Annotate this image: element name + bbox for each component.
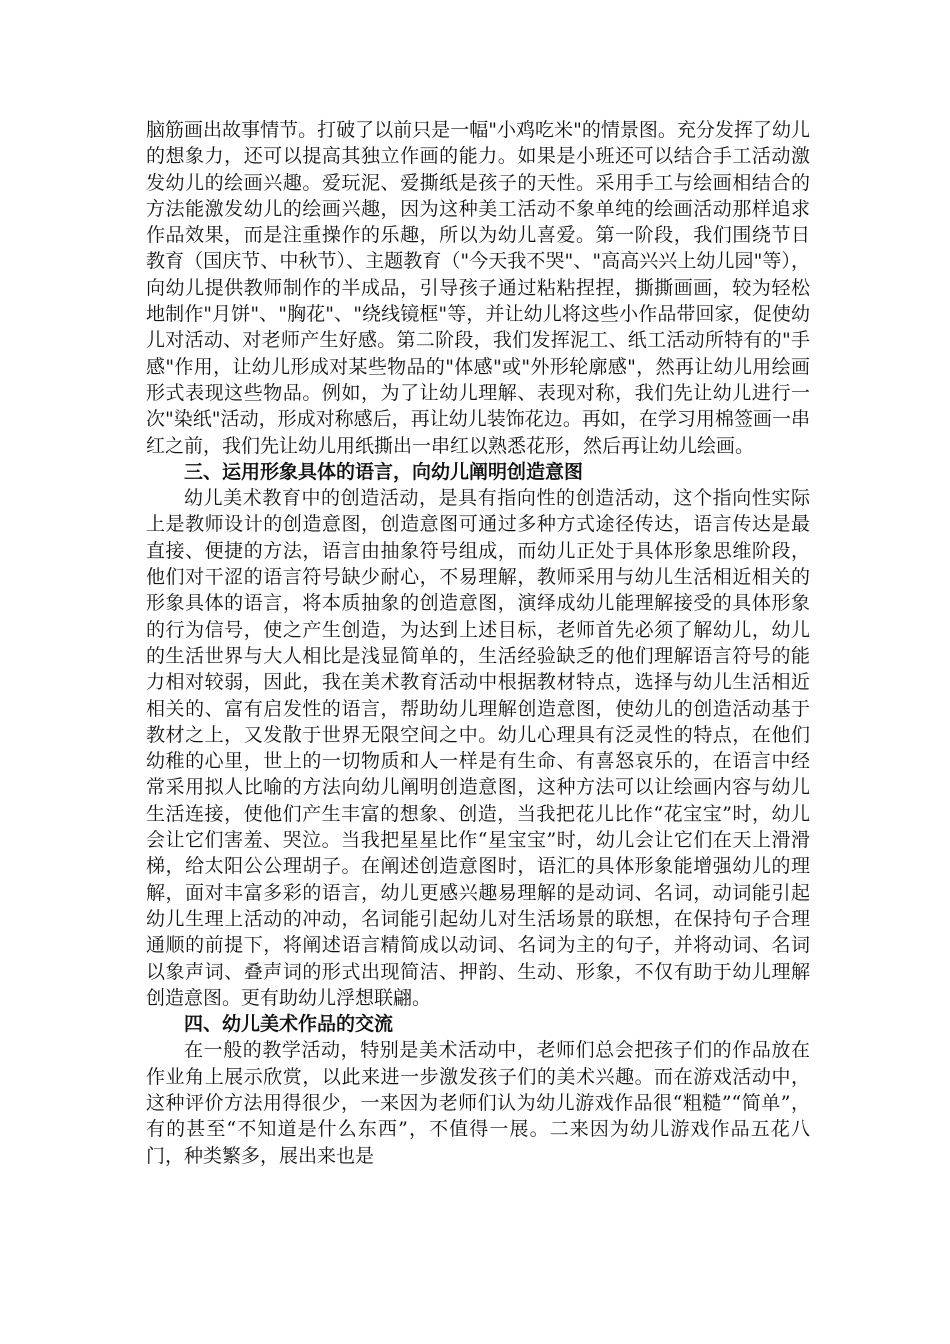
document-page [146, 117, 810, 1169]
body-paragraph: 脑筋画出故事情节。打破了以前只是一幅"小鸡吃米"的情景图。充分发挥了幼儿的想象力，还可以提高其独立作画的能力。如果是小班还可以结合手工活动激发幼儿的绘画兴趣。爱玩泥、爱撕纸是孩子的天性。采用手工与绘画相结合的方法能激发幼儿的绘画兴趣，因为这种美工活动不象单纯的绘画活动那样追求作品效果，而是注重操作的乐趣，所以为幼儿喜爱。第一阶段，我们围绕节日教育（国庆节、中秋节）、主题教育（"今天我不哭"、"高高兴兴上幼儿园"等），向幼儿提供教师制作的半成品，引导孩子通过粘粘捏捏，撕撕画画，较为轻松地制作"月饼"、"胸花"、"绕线镜框"等，并让幼儿将这些小作品带回家，促使幼儿对活动、对老师产生好感。第二阶段，我们发挥泥工、纸工活动所特有的"手感"作用，让幼儿形成对某些物品的"体感"或"外形轮廓感"，然再让幼儿用绘画形式表现这些物品。例如，为了让幼儿理解、表现对称，我们先让幼儿进行一次"染纸"活动，形成对称感后，再让幼儿装饰花边。再如，在学习用棉签画一串红之前，我们先让幼儿用纸撕出一串红以熟悉花形，然后再让幼儿绘画。 [146, 119, 810, 457]
section-heading: 四、幼儿美术作品的交流 [184, 1013, 394, 1036]
section-heading: 三、运用形象具体的语言，向幼儿阐明创造意图 [184, 460, 584, 483]
body-paragraph: 在一般的教学活动，特别是美术活动中，老师们总会把孩子们的作品放在作业角上展示欣赏，以此来进一步激发孩子们的美术兴趣。而在游戏活动中，这种评价方法用得很少，一来因为老师们认为幼儿游戏作品很“粗糙”“简单”，有的甚至“不知道是什么东西”，不值得一展。二来因为幼儿游戏作品五花八门，种类繁多，展出来也是 [146, 1039, 810, 1167]
body-paragraph: 幼儿美术教育中的创造活动，是具有指向性的创造活动，这个指向性实际上是教师设计的创造意图，创造意图可通过多种方式途径传达，语言传达是最直接、便捷的方法，语言由抽象符号组成，而幼儿正处于具体形象思维阶段，他们对干涩的语言符号缺少耐心，不易理解，教师采用与幼儿生活相近相关的形象具体的语言，将本质抽象的创造意图，演绎成幼儿能理解接受的具体形象的行为信号，使之产生创造，为达到上述目标，老师首先必须了解幼儿，幼儿的生活世界与大人相比是浅显简单的，生活经验缺乏的他们理解语言符号的能力相对较弱，因此，我在美术教育活动中根据教材特点，选择与幼儿生活相近相关的、富有启发性的语言，帮助幼儿理解创造意图，使幼儿的创造活动基于教材之上，又发散于世界无限空间之中。幼儿心理具有泛灵性的特点，在他们幼稚的心里，世上的一切物质和人一样是有生命、有喜怒哀乐的，在语言中经常采用拟人比喻的方法向幼儿阐明创造意图，这种方法可以让绘画内容与幼儿生活连接，使他们产生丰富的想象、创造，当我把花儿比作“花宝宝”时，幼儿会让它们害羞、哭泣。当我把星星比作“星宝宝”时，幼儿会让它们在天上滑滑梯，给太阳公公理胡子。在阐述创造意图时，语汇的具体形象能增强幼儿的理解，面对丰富多彩的语言，幼儿更感兴趣易理解的是动词、名词，动词能引起幼儿生理上活动的冲动，名词能引起幼儿对生活场景的联想，在保持句子合理通顺的前提下，将阐述语言精简成以动词、名词为主的句子，并将动词、名词以象声词、叠声词的形式出现简洁、押韵、生动、形象，不仅有助于幼儿理解创造意图。更有助幼儿浮想联翩。 [146, 487, 810, 1009]
